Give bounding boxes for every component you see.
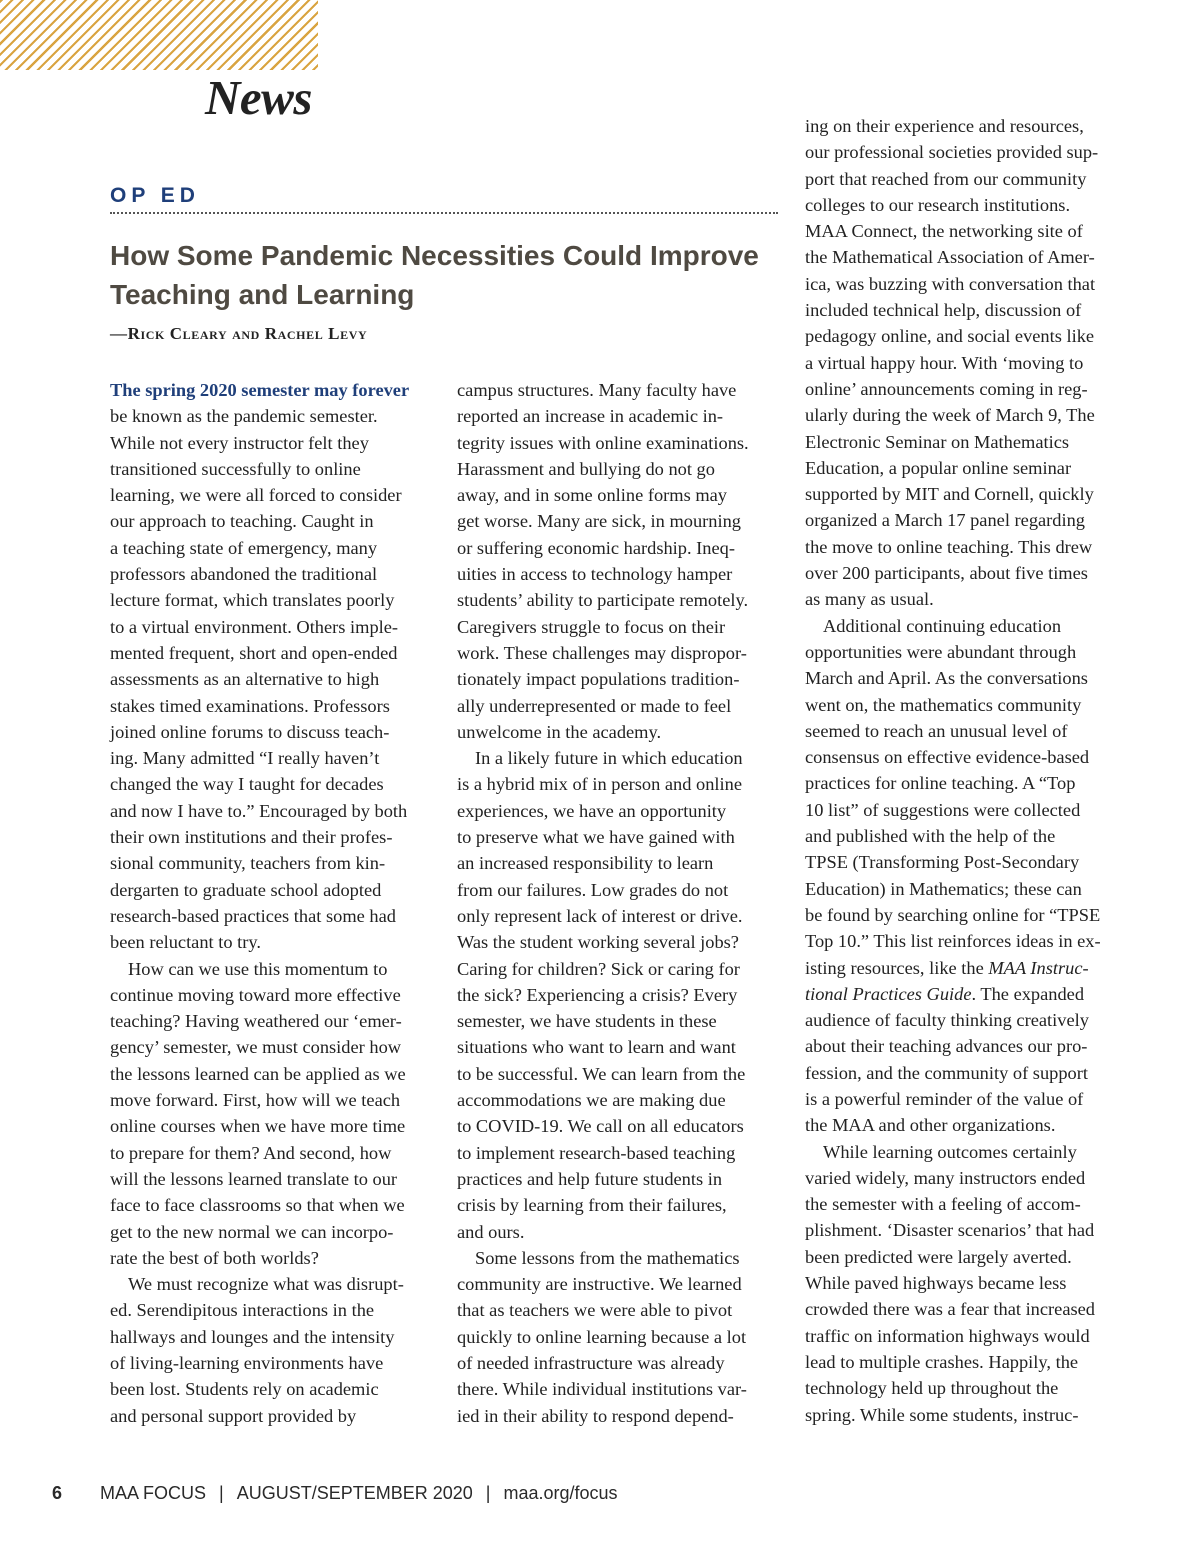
paragraph-line: ing on their experience and resources, (805, 116, 1084, 136)
page-number: 6 (52, 1482, 63, 1503)
paragraph-line: spring. While some students, instruc- (805, 1404, 1079, 1425)
paragraph-line: ally underrepresented or made to feel (457, 695, 732, 716)
paragraph-line: ied in their ability to respond depend- (457, 1405, 734, 1426)
article-paragraph (110, 956, 438, 1272)
paragraph-line: practices and help future students in (457, 1168, 723, 1189)
paragraph-line: teaching? Having weathered our ‘emer- (110, 1011, 402, 1032)
paragraph-line: ica, was buzzing with conversation that (805, 273, 1096, 294)
paragraph-line (805, 955, 1133, 981)
paragraph-line: our professional societies provided sup- (805, 142, 1099, 163)
article-byline: —Rick Cleary and Rachel Levy (110, 324, 368, 343)
paragraph-line: traffic on information highways would (805, 1325, 1090, 1346)
paragraph-line: of needed infrastructure was already (457, 1352, 725, 1373)
paragraph-line: opportunities were abundant through (805, 641, 1077, 662)
paragraph-line: port that reached from our community (805, 168, 1087, 189)
paragraph-line: transitioned successfully to online (110, 458, 361, 479)
paragraph-line: crowded there was a fear that increased (805, 1299, 1096, 1320)
article-kicker: OP ED (110, 184, 200, 207)
paragraph-line: joined online forums to discuss teach- (110, 721, 390, 742)
paragraph-line: of living-learning environments have (110, 1352, 384, 1373)
paragraph-line: to implement research-based teaching (457, 1142, 736, 1163)
paragraph-line: rate the best of both worlds? (110, 1247, 319, 1268)
paragraph-line: While learning outcomes certainly (823, 1141, 1077, 1162)
paragraph-line: TPSE (Transforming Post-Secondary (805, 852, 1080, 873)
paragraph-line: been reluctant to try. (110, 932, 261, 953)
article-paragraph (457, 745, 785, 1245)
paragraph-line: to preserve what we have gained with (457, 827, 735, 848)
paragraph-line: is a hybrid mix of in person and online (457, 774, 743, 795)
kicker-divider (110, 212, 778, 214)
paragraph-line: March and April. As the conversations (805, 668, 1088, 689)
paragraph-line: plishment. ‘Disaster scenarios’ that had (805, 1220, 1095, 1241)
paragraph-line: uities in access to technology hamper (457, 564, 733, 585)
paragraph-line: the semester with a feeling of accom- (805, 1194, 1081, 1215)
paragraph-line: MAA Connect, the networking site of (805, 221, 1083, 242)
paragraph-line: lecture format, which translates poorly (110, 590, 395, 611)
paragraph-line: Was the student working several jobs? (457, 932, 739, 953)
paragraph-line: that as teachers we were able to pivot (457, 1300, 733, 1321)
article-paragraph (457, 377, 785, 745)
paragraph-line: unwelcome in the academy. (457, 721, 662, 742)
paragraph-line: away, and in some online forms may (457, 485, 728, 506)
article-column-1 (110, 377, 438, 1429)
paragraph-line: Top 10.” This list reinforces ideas in ex- (805, 931, 1101, 952)
paragraph-line: went on, the mathematics community (805, 694, 1082, 715)
publication-name: MAA FOCUS (100, 1482, 207, 1503)
article-paragraph (457, 1245, 785, 1429)
paragraph-line: While paved highways became less (805, 1273, 1067, 1294)
paragraph-line (805, 981, 1133, 1007)
paragraph-line: professors abandoned the traditional (110, 564, 378, 585)
paragraph-line: Caregivers struggle to focus on their (457, 616, 726, 637)
paragraph-line: dergarten to graduate school adopted (110, 879, 382, 900)
paragraph-line: continue moving toward more effective (110, 984, 401, 1005)
paragraph-line: quickly to online learning because a lot (457, 1326, 747, 1347)
paragraph-line: their own institutions and their profes- (110, 827, 393, 848)
paragraph-line: Caring for children? Sick or caring for (457, 958, 740, 979)
article-paragraph (110, 1271, 438, 1429)
paragraph-line: the lessons learned can be applied as we (110, 1063, 406, 1084)
paragraph-line: ed. Serendipitous interactions in the (110, 1300, 375, 1321)
paragraph-line: to a virtual environment. Others imple- (110, 616, 399, 637)
paragraph-line: tionately impact populations tradition- (457, 669, 740, 690)
decorative-stripes (0, 0, 318, 70)
paragraph-line: the sick? Experiencing a crisis? Every (457, 984, 738, 1005)
paragraph-line: varied widely, many instructors ended (805, 1167, 1086, 1188)
paragraph-line: or suffering economic hardship. Ineq- (457, 537, 735, 558)
section-title: News (205, 70, 312, 125)
paragraph-line: over 200 participants, about five times (805, 563, 1088, 584)
paragraph-line: a virtual happy hour. With ‘moving to (805, 352, 1084, 373)
paragraph-line: While not every instructor felt they (110, 432, 369, 453)
paragraph-line: only represent lack of interest or drive. (457, 905, 743, 926)
paragraph-line: We must recognize what was disrupt- (128, 1274, 404, 1295)
lead-in-line (110, 377, 438, 403)
paragraph-line: move forward. First, how will we teach (110, 1090, 401, 1111)
paragraph-line: research-based practices that some had (110, 905, 396, 926)
article-column-2 (457, 377, 785, 1429)
paragraph-line: reported an increase in academic in- (457, 406, 724, 427)
paragraph-line: seemed to reach an unusual level of (805, 720, 1068, 741)
paragraph-line: will the lessons learned translate to our (110, 1168, 398, 1189)
paragraph-line: the MAA and other organizations. (805, 1115, 1056, 1136)
paragraph-line: and now I have to.” Encouraged by both (110, 800, 408, 821)
paragraph-line: be found by searching online for “TPSE (805, 904, 1101, 925)
paragraph-line: organized a March 17 panel regarding (805, 510, 1085, 531)
paragraph-line: an increased responsibility to learn (457, 853, 714, 874)
paragraph-line: there. While individual institutions var- (457, 1379, 747, 1400)
paragraph-line: Education, a popular online seminar (805, 457, 1072, 478)
paragraph-line: Some lessons from the mathematics (475, 1247, 740, 1268)
paragraph-line: colleges to our research institutions. (805, 194, 1071, 215)
paragraph-line: crisis by learning from their failures, (457, 1195, 727, 1216)
paragraph-line: campus structures. Many faculty have (457, 380, 737, 400)
paragraph-line: get worse. Many are sick, in mourning (457, 511, 741, 532)
text-run: . The expanded (971, 983, 1085, 1004)
paragraph-line: 10 list” of suggestions were collected (805, 799, 1081, 820)
headline-line: Teaching and Learning (110, 279, 415, 310)
page-footer (52, 1479, 618, 1507)
paragraph-line: as many as usual. (805, 589, 934, 610)
paragraph-line: get to the new normal we can incorpo- (110, 1221, 394, 1242)
paragraph-line: Harassment and bullying do not go (457, 458, 715, 479)
paragraph-line: to be successful. We can learn from the (457, 1063, 746, 1084)
lead-in: The spring 2020 semester may forever (110, 380, 410, 400)
paragraph-line: is a powerful reminder of the value of (805, 1088, 1084, 1109)
paragraph-line: assessments as an alternative to high (110, 669, 380, 690)
paragraph-line: the Mathematical Association of Amer- (805, 247, 1095, 268)
paragraph-line: our approach to teaching. Caught in (110, 511, 374, 532)
paragraph-line: online’ announcements coming in reg- (805, 378, 1088, 399)
headline-line: How Some Pandemic Necessities Could Improve (110, 240, 759, 271)
text-run: isting resources, like the (805, 957, 989, 978)
paragraph-line: tegrity issues with online examinations. (457, 432, 749, 453)
paragraph-line: been lost. Students rely on academic (110, 1379, 379, 1400)
paragraph-line: the move to online teaching. This drew (805, 536, 1093, 557)
paragraph-line: stakes timed examinations. Professors (110, 695, 390, 716)
italic-title: tional Practices Guide (805, 983, 972, 1004)
article-paragraph (805, 1139, 1133, 1428)
paragraph-line: technology held up throughout the (805, 1378, 1059, 1399)
paragraph-line: consensus on effective evidence-based (805, 747, 1090, 768)
article-paragraph (805, 113, 1133, 613)
paragraph-line: face to face classrooms so that when we (110, 1195, 405, 1216)
paragraph-line: lead to multiple crashes. Happily, the (805, 1351, 1079, 1372)
paragraph-line: and published with the help of the (805, 826, 1056, 847)
paragraph-line: fession, and the community of support (805, 1062, 1088, 1083)
paragraph-line: included technical help, discussion of (805, 300, 1082, 321)
paragraph-line: ing. Many admitted “I really haven’t (110, 748, 380, 769)
paragraph-line: been predicted were largely averted. (805, 1246, 1072, 1267)
paragraph-line: How can we use this momentum to (128, 958, 388, 979)
paragraph-lines (805, 1007, 1133, 1138)
paragraph-line: gency’ semester, we must consider how (110, 1037, 402, 1058)
paragraph-line: to COVID-19. We call on all educators (457, 1116, 744, 1137)
paragraph-lines (805, 613, 1133, 955)
paragraph-line: ularly during the week of March 9, The (805, 405, 1095, 426)
website-link[interactable]: maa.org/focus (503, 1482, 618, 1503)
footer-separator: | (485, 1482, 491, 1503)
paragraph-line: Electronic Seminar on Mathematics (805, 431, 1070, 452)
paragraph-line: changed the way I taught for decades (110, 774, 384, 795)
article-paragraph (805, 613, 1133, 1139)
paragraph-line: a teaching state of emergency, many (110, 537, 378, 558)
italic-title: MAA Instruc- (988, 957, 1089, 978)
paragraph-line: experiences, we have an opportunity (457, 800, 727, 821)
article-paragraph (110, 403, 438, 955)
paragraph-line: semester, we have students in these (457, 1011, 717, 1032)
paragraph-line: learning, we were all forced to consider (110, 485, 402, 506)
paragraph-line: students’ ability to participate remotely. (457, 590, 749, 611)
paragraph-line: work. These challenges may dispropor- (457, 642, 747, 663)
paragraph-line: community are instructive. We learned (457, 1274, 742, 1295)
paragraph-line: practices for online teaching. A “Top (805, 773, 1076, 794)
paragraph-line: from our failures. Low grades do not (457, 879, 729, 900)
paragraph-line: Education) in Mathematics; these can (805, 878, 1082, 899)
paragraph-line: to prepare for them? And second, how (110, 1142, 392, 1163)
issue-date: AUGUST/SEPTEMBER 2020 (236, 1482, 473, 1503)
paragraph-line: accommodations we are making due (457, 1090, 726, 1111)
footer-separator: | (219, 1482, 224, 1503)
paragraph-line: be known as the pandemic semester. (110, 406, 378, 427)
paragraph-line: and personal support provided by (110, 1405, 357, 1426)
article-headline (110, 236, 770, 314)
paragraph-line: audience of faculty thinking creatively (805, 1010, 1089, 1031)
paragraph-line: Additional continuing education (823, 615, 1062, 636)
paragraph-line: situations who want to learn and want (457, 1037, 736, 1058)
paragraph-line: about their teaching advances our pro- (805, 1036, 1088, 1057)
paragraph-line: sional community, teachers from kin- (110, 853, 386, 874)
paragraph-line: hallways and lounges and the intensity (110, 1326, 395, 1347)
paragraph-line: In a likely future in which education (475, 748, 743, 769)
article-column-3 (805, 113, 1133, 1428)
paragraph-line: and ours. (457, 1221, 525, 1242)
paragraph-line: online courses when we have more time (110, 1116, 406, 1137)
paragraph-line: supported by MIT and Cornell, quickly (805, 484, 1094, 505)
paragraph-line: mented frequent, short and open-ended (110, 642, 398, 663)
paragraph-line: pedagogy online, and social events like (805, 326, 1095, 347)
